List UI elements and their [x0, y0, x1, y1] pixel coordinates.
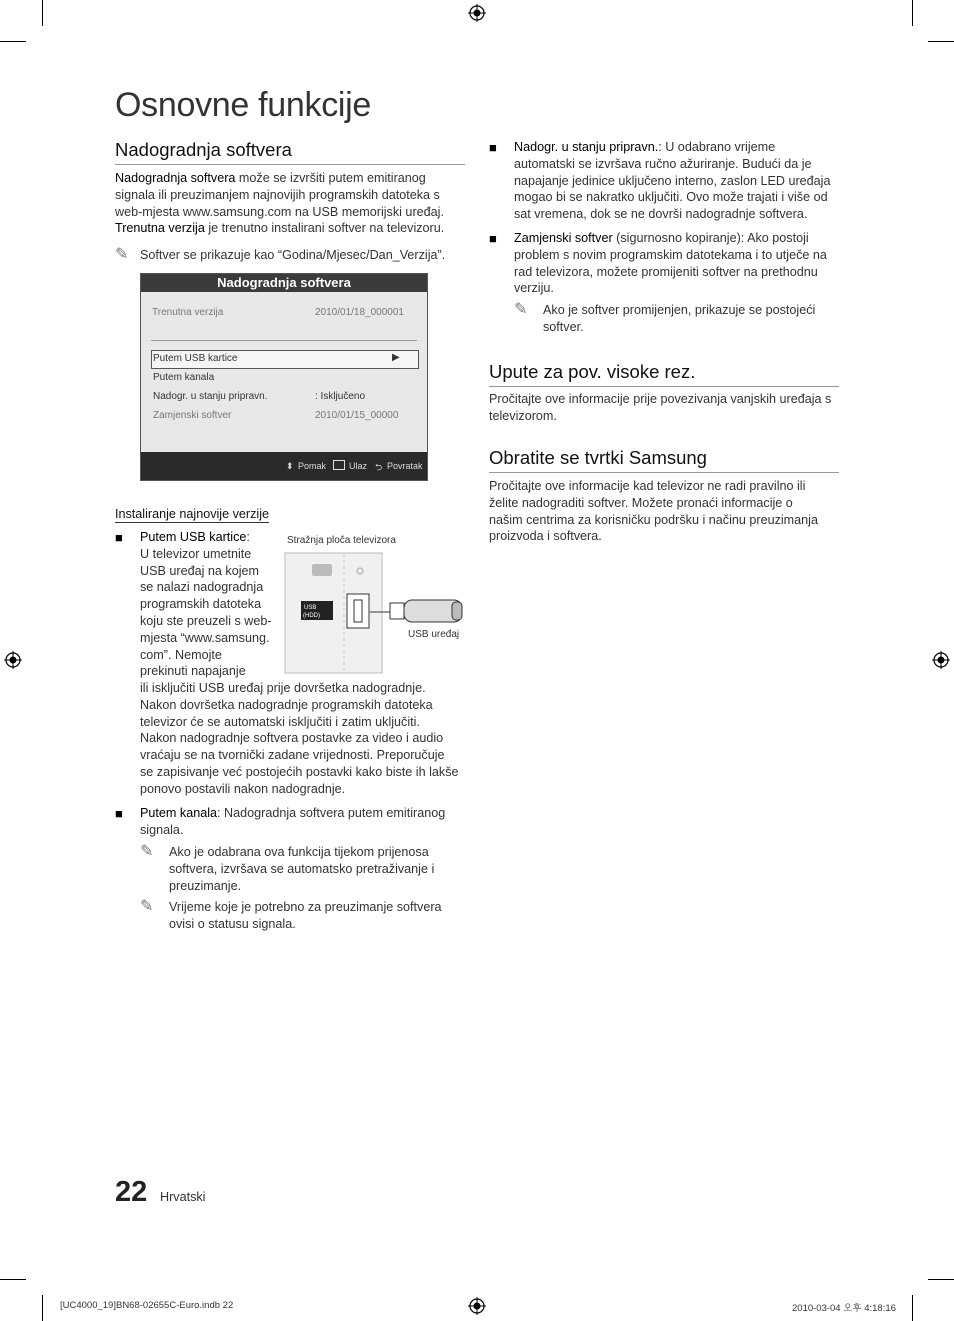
osd-divider	[151, 340, 417, 341]
registration-mark-icon	[4, 651, 22, 669]
usb-cont-line: Nakon nadogradnje softvera postavke za video i audio	[140, 731, 444, 746]
alt-line: rad televizora, možete promijeniti softver na prethodnu	[514, 264, 818, 279]
usb-line: USB uređaj na kojem	[140, 563, 260, 578]
contact-line: proizvoda i softvera.	[489, 529, 602, 544]
intro-paragraph	[115, 170, 465, 237]
channel-bold: Putem kanala	[140, 806, 218, 820]
diagram-label-back-panel: Stražnja ploča televizora	[287, 535, 396, 546]
usb-cont-line: televizor će se automatski isključiti i zatim uključiti.	[140, 714, 420, 729]
usb-line: se nalazi nadogradnja	[140, 580, 264, 595]
standby-line: napajanje jedinice uključeno interno, zaslon LED uređaja	[514, 173, 831, 188]
note-alt	[543, 302, 843, 336]
crop-mark	[912, 0, 913, 26]
enter-icon	[333, 460, 345, 470]
usb-cont-line: Nakon dovršetka nadogradnje programskih datoteka	[140, 697, 433, 712]
note-line: Ako je odabrana ova funkcija tijekom prijenosa	[169, 845, 429, 859]
usb-line: :	[246, 530, 250, 544]
note-line: preuzimanje.	[169, 878, 242, 893]
osd-standby-value: : Isključeno	[315, 391, 366, 402]
note-pencil-icon: ✎	[140, 898, 154, 915]
usb-line: koju ste preuzeli s web-	[140, 613, 272, 628]
standby-line: automatski se izvršava ručno ažuriranje. Budući da je	[514, 156, 812, 171]
crop-mark	[0, 1279, 26, 1280]
intro-line: web-mjesta www.samsung.com na USB memorijski uređaj.	[115, 204, 444, 219]
hint-move: Pomak	[298, 461, 327, 471]
note-pencil-icon: ✎	[115, 246, 129, 263]
alt-software-paragraph	[514, 230, 844, 297]
updown-icon: ⬍	[286, 461, 294, 471]
osd-alt-label[interactable]: Zamjenski softver	[153, 410, 232, 421]
crop-mark	[42, 1295, 43, 1321]
section-title-hd: Upute za pov. visoke rez.	[489, 361, 839, 387]
page-language: Hrvatski	[160, 1190, 206, 1204]
crop-mark	[912, 1295, 913, 1321]
return-icon: ⮌	[375, 462, 383, 472]
contact-paragraph	[489, 478, 844, 545]
footer-file-info: [UC4000_19]BN68-02655C-Euro.indb 22	[60, 1300, 234, 1311]
footer-timestamp: 2010-03-04 오후 4:18:16	[792, 1303, 896, 1314]
alt-line: verziju.	[514, 281, 554, 296]
bullet-square-icon: ■	[489, 140, 497, 155]
usb-line: programskih datoteka	[140, 597, 262, 612]
hd-line: televizorom.	[489, 408, 557, 423]
intro-text: može se izvršiti putem emitiranog	[235, 171, 426, 185]
note-line: softver.	[543, 319, 584, 334]
usb-cont-line: ponovo postavili nakon nadogradnje.	[140, 781, 346, 796]
usb-line: U televizor umetnite	[140, 546, 252, 561]
usb-connection-diagram	[284, 552, 468, 674]
hint-enter: Ulaz	[349, 461, 368, 471]
page-number: 22	[115, 1176, 148, 1208]
section-title-contact: Obratite se tvrtki Samsung	[489, 447, 839, 473]
note-line: softvera, izvršava se automatsko pretraživanje i	[169, 861, 435, 876]
osd-hint-bar	[141, 452, 427, 480]
tv-osd-menu	[140, 273, 428, 481]
standby-line: : U odabrano vrijeme	[658, 140, 776, 154]
svg-text:USB: USB	[304, 605, 317, 611]
note-channel	[169, 844, 469, 894]
note-pencil-icon: ✎	[514, 301, 528, 318]
intro-line: signala ili preuzimanjem najnovijih programskih datoteka s	[115, 187, 440, 202]
osd-current-label: Trenutna verzija	[152, 307, 224, 318]
channel-text: : Nadogradnja softvera putem emitiranog	[217, 806, 446, 820]
osd-standby-label[interactable]: Nadogr. u stanju pripravn.	[153, 391, 268, 402]
current-version-bold: Trenutna verzija	[115, 221, 205, 236]
hd-paragraph	[489, 391, 844, 425]
osd-current-value: 2010/01/18_000001	[315, 307, 404, 318]
intro-bold: Nadogradnja softvera	[115, 171, 236, 185]
usb-cont-line: se zapisivanje već postojećih postavki kako biste ih lakše	[140, 764, 459, 779]
osd-alt-value: 2010/01/15_00000	[315, 410, 399, 421]
standby-bold: Nadogr. u stanju pripravn.	[514, 140, 659, 154]
channel-paragraph	[140, 805, 470, 839]
registration-mark-icon	[468, 4, 486, 22]
usb-line: com”. Nemojte	[140, 647, 222, 662]
osd-arrow-icon: ▶	[392, 352, 400, 363]
contact-line: želite nadograditi softver. Možete pronaći informacije o	[489, 495, 793, 510]
bullet-square-icon: ■	[115, 530, 123, 545]
hd-line: Pročitajte ove informacije prije povezivanja vanjskih uređaja s	[489, 392, 832, 406]
usb-line: prekinuti napajanje	[140, 664, 246, 679]
crop-mark	[928, 41, 954, 42]
note-format: Softver se prikazuje kao “Godina/Mjesec/Dan_Verzija”.	[140, 248, 446, 262]
osd-title: Nadogradnja softvera	[141, 274, 427, 292]
svg-text:(HDD): (HDD)	[303, 613, 320, 619]
diagram-label-usb-device: USB uređaj	[408, 629, 460, 640]
usb-bold: Putem USB kartice	[140, 530, 247, 544]
alt-line: (sigurnosno kopiranje): Ako postoji	[612, 231, 809, 245]
note-line: Ako je softver promijenjen, prikazuje se postojeći	[543, 303, 816, 317]
alt-line: problem s novim programskim datotekama i to utječe na	[514, 247, 827, 262]
install-heading: Instaliranje najnovije verzije	[115, 507, 270, 521]
registration-mark-icon	[468, 1297, 486, 1315]
chapter-title: Osnovne funkcije	[115, 86, 372, 124]
usb-continued	[140, 680, 470, 798]
standby-line: sat vremena, dok se ne dovrši nadogradnje softvera.	[514, 207, 808, 222]
hint-return: Povratak	[387, 461, 423, 471]
section-title-software-upgrade: Nadogradnja softvera	[115, 139, 465, 165]
note-line: ovisi o statusu signala.	[169, 916, 296, 931]
bullet-square-icon: ■	[115, 806, 123, 821]
crop-mark	[928, 1279, 954, 1280]
current-version-text: je trenutno instalirani softver na televizoru.	[204, 221, 445, 236]
channel-line: signala.	[140, 822, 184, 837]
alt-bold: Zamjenski softver	[514, 231, 613, 245]
contact-line: Pročitajte ove informacije kad televizor ne radi pravilno ili	[489, 479, 806, 493]
note-pencil-icon: ✎	[140, 843, 154, 860]
registration-mark-icon	[932, 651, 950, 669]
standby-line: mogao bi se nakratko uključiti. Ovo može trajati i više od	[514, 190, 828, 205]
contact-line: našim centrima za korisničku podršku i načinu preuzimanja	[489, 512, 818, 527]
bullet-square-icon: ■	[489, 231, 497, 246]
note-line: Vrijeme koje je potrebno za preuzimanje softvera	[169, 900, 442, 914]
note-time	[169, 899, 469, 933]
standby-paragraph	[514, 139, 844, 223]
crop-mark	[0, 41, 26, 42]
usb-paragraph	[140, 529, 280, 680]
usb-cont-line: vraćaju se na tvornički zadane vrijednosti. Preporučuje	[140, 748, 445, 763]
usb-line: mjesta “www.samsung.	[140, 630, 270, 645]
usb-cont-line: ili isključiti USB uređaj prije dovršetka nadogradnje.	[140, 681, 426, 695]
osd-usb-label[interactable]: Putem USB kartice	[153, 353, 238, 364]
osd-channel-label[interactable]: Putem kanala	[153, 372, 215, 383]
crop-mark	[42, 0, 43, 26]
